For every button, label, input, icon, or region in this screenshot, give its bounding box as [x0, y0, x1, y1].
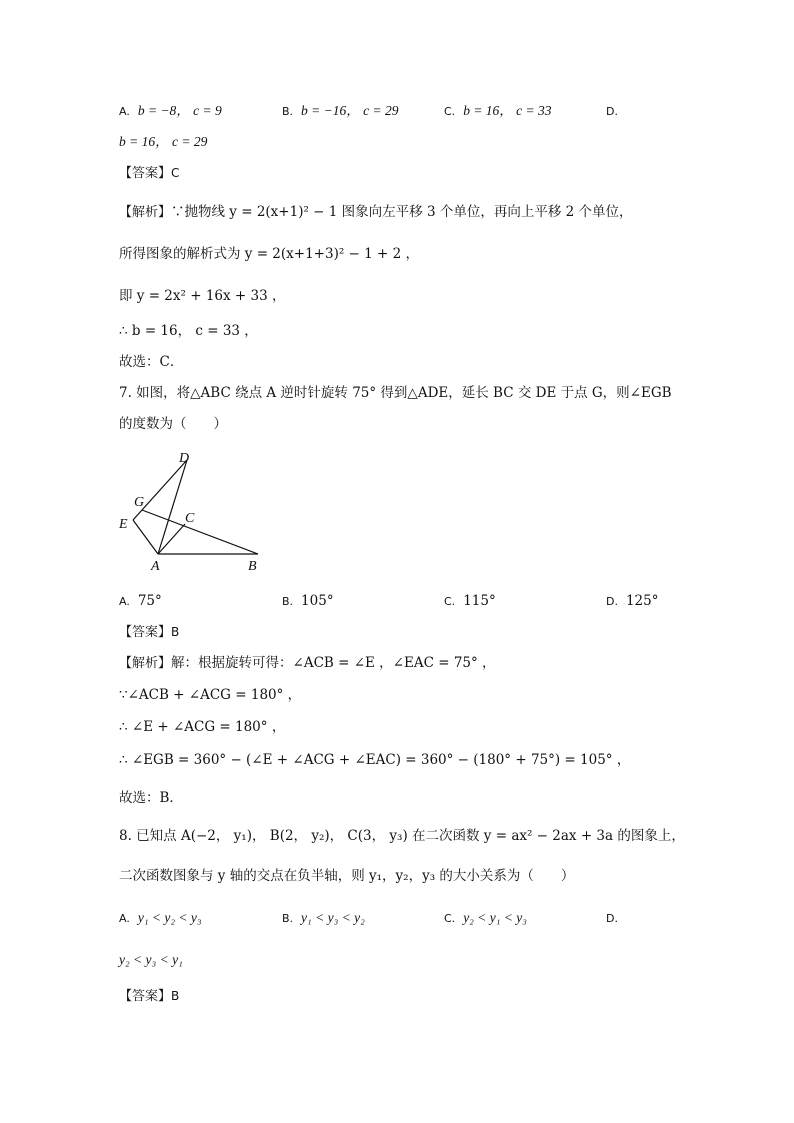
q6-option-a-label: A. — [119, 105, 130, 118]
q6-option-c-label: C. — [444, 105, 456, 118]
label-c: C — [185, 511, 195, 526]
q7-option-d-label: D. — [606, 595, 618, 608]
q8-option-b-text: y₁ < y₃ < y₂ — [301, 910, 365, 925]
q8-option-a-label: A. — [119, 912, 130, 925]
q8-answer — [119, 986, 179, 1007]
q7-analysis-line-1 — [119, 653, 496, 674]
q6-option-d-label: D. — [606, 105, 618, 118]
q7-option-a-text: 75° — [137, 593, 162, 609]
q6-option-a-text: b = −8， c = 9 — [137, 103, 222, 118]
q8-answer-value: B — [171, 989, 180, 1003]
q7-answer-tag: 【答案】 — [119, 625, 172, 640]
q6-answer-tag: 【答案】 — [119, 166, 172, 181]
q8-option-d — [606, 908, 626, 929]
q7-analysis-line-2: ∵∠ACB + ∠ACG = 180° ， — [119, 687, 302, 703]
q7-analysis-text-1: 解：根据旋转可得：∠ACB = ∠E ，∠EAC = 75° ， — [171, 655, 496, 671]
q6-option-b-label: B. — [282, 105, 294, 118]
q7-analysis-line-4: ∴ ∠EGB = 360° − (∠E + ∠ACG + ∠EAC) = 360° − (180° + 75°) = 105° ， — [119, 752, 631, 768]
q7-option-d — [606, 591, 659, 612]
q7-stem-line-2: 的度数为（ ） — [119, 416, 227, 432]
q6-analysis-text-1: ∵抛物线 y = 2(x+1)² − 1 图象向左平移 3 个单位，再向上平移 2 个单位， — [171, 204, 633, 220]
q7-option-c-text: 115° — [463, 593, 496, 609]
q8-option-d-value: y₂ < y₃ < y₁ — [119, 952, 183, 967]
q7-option-c — [444, 591, 496, 612]
q8-stem-line-1: 8. 已知点 A(−2， y₁)， B(2， y₂)， C(3， y₃) 在二次函数 y = ax² − 2ax + 3a 的图象上， — [119, 828, 685, 844]
q8-option-c-label: C. — [444, 912, 456, 925]
q6-option-d — [606, 101, 626, 122]
q6-option-c-text: b = 16， c = 33 — [463, 103, 552, 118]
label-g: G — [134, 495, 145, 510]
label-d: D — [179, 451, 190, 466]
q7-option-d-text: 125° — [625, 593, 659, 609]
q8-answer-tag: 【答案】 — [119, 989, 172, 1004]
q7-option-b-label: B. — [282, 595, 294, 608]
q6-analysis-line-5: 故选：C． — [119, 354, 184, 370]
q7-analysis-tag: 【解析】 — [119, 656, 172, 671]
q8-option-b — [282, 908, 365, 929]
q7-answer-value: B — [171, 625, 180, 639]
q6-option-b — [282, 101, 399, 122]
q8-option-b-label: B. — [282, 912, 294, 925]
q6-option-a — [119, 101, 222, 122]
segment-gb — [142, 510, 258, 554]
q7-analysis-line-5: 故选：B． — [119, 790, 183, 806]
segment-ad — [158, 460, 187, 554]
q7-option-b-text: 105° — [301, 593, 334, 609]
segment-ed — [133, 460, 187, 520]
q6-analysis-line-4: ∴ b = 16， c = 33 ， — [119, 323, 258, 339]
q7-option-a — [119, 591, 162, 612]
q7-option-a-label: A. — [119, 595, 130, 608]
q7-stem-line-1: 7. 如图，将△ABC 绕点 A 逆时针旋转 75° 得到△ADE，延长 BC 交 DE 于点 G，则∠EGB — [119, 385, 672, 401]
label-e: E — [119, 517, 128, 532]
q6-analysis-line-2: 所得图象的解析式为 y = 2(x+1+3)² − 1 + 2 ， — [119, 246, 420, 262]
q8-option-d-text — [119, 950, 183, 970]
q7-option-b — [282, 591, 334, 612]
q7-option-c-label: C. — [444, 595, 456, 608]
q8-option-c-text: y₂ < y₁ < y₃ — [463, 910, 527, 925]
q6-answer-value: C — [171, 166, 180, 180]
segment-ae — [133, 520, 158, 554]
q6-analysis-tag: 【解析】 — [119, 205, 172, 220]
q7-analysis-line-3: ∴ ∠E + ∠ACG = 180° ， — [119, 719, 286, 735]
q8-option-d-label: D. — [606, 912, 618, 925]
q8-option-a-text: y₁ < y₂ < y₃ — [137, 910, 202, 925]
q6-option-b-text: b = −16， c = 29 — [301, 103, 399, 118]
q6-option-d-value: b = 16， c = 29 — [119, 134, 208, 149]
q8-stem-line-2: 二次函数图象与 y 轴的交点在负半轴，则 y₁，y₂，y₃ 的大小关系为（ ） — [119, 868, 575, 884]
q7-answer — [119, 622, 179, 643]
q6-analysis-line-3: 即 y = 2x² + 16x + 33 ， — [119, 288, 286, 304]
q7-geometry-figure — [112, 446, 272, 576]
label-a: A — [151, 559, 160, 574]
q6-option-d-text — [119, 132, 207, 152]
q6-answer — [119, 163, 179, 184]
q8-option-a — [119, 908, 202, 929]
q6-option-c — [444, 101, 552, 122]
q8-option-c — [444, 908, 527, 929]
q6-analysis-line-1 — [119, 202, 633, 223]
label-b: B — [248, 559, 257, 574]
